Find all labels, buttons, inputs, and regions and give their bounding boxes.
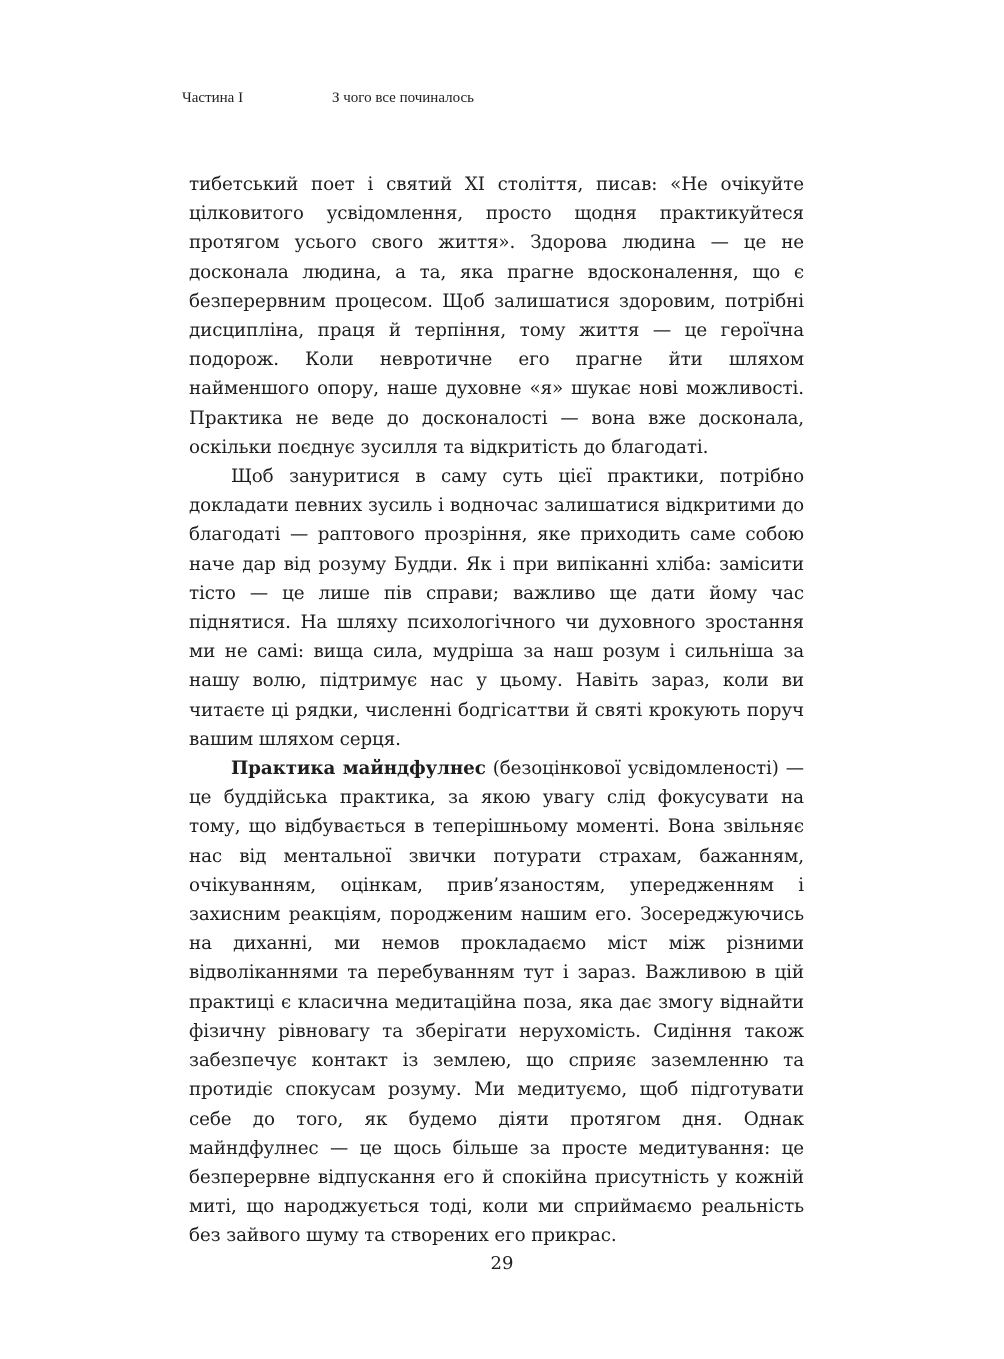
paragraph-2: Щоб зануритися в саму суть цієї практики, потрібно докладати певних зусиль і водночас залишатися відкритими до благодаті — раптового прозріння, яке приходить саме собою наче дар від розуму Будди. Як і при випіканні хліба: замісити тісто — це лише пів справи; важливо ще дати йому час піднятися. На шляху психологічного чи духовного зростання ми не самі: вища сила, мудріша за наш розум і сильніша за нашу волю, підтримує нас у цьому. Навіть зараз, коли ви читаєте ці рядки, численні бодгісаттви й святі крокують поруч вашим шляхом серця. xyxy=(189,466,804,750)
paragraph-3 xyxy=(189,754,804,1250)
paragraph-3-text: (безоцінкової усвідомленості) — це буддійська практика, за якою увагу слід фокусувати на тому, що відбувається в теперішньому моменті. Вона звільняє нас від ментальної звички потурати страхам, бажанням, очікуванням, оцінкам, прив’язаностям, упередженням і захисним реакціям, породженим нашим его. Зосереджуючись на диханні, ми немов прокладаємо міст між різними відволіканнями та перебуванням тут і зараз. Важливою в цій практиці є класична медитаційна поза, яка дає змогу віднайти фізичну рівновагу та зберігати нерухомість. Сидіння також забезпечує контакт із землею, що сприяє заземленню та протидіє спокусам розуму. Ми медитуємо, щоб підготувати себе до того, як будемо діяти протягом дня. Однак майндфулнес — це щось більше за просте медитування: це безперервне відпускання его й спокійна присутність у кожній миті, що народжується тоді, коли ми сприймаємо реальність без зайвого шуму та створених его прикрас. xyxy=(189,758,804,1247)
body-text xyxy=(189,170,804,1251)
page-number: 29 xyxy=(490,1253,514,1274)
running-head xyxy=(182,90,474,107)
running-head-part: Частина I xyxy=(182,90,244,106)
running-head-chapter: З чого все починалось xyxy=(332,90,474,106)
paragraph-3-term: Практика майндфулнес xyxy=(231,758,486,780)
paragraph-1: тибетський поет і святий XI століття, писав: «Не очікуйте цілковитого усвідомлення, просто щодня практикуйтеся протягом усього свого життя». Здорова людина — це не досконала людина, а та, яка прагне вдосконалення, що є безперервним процесом. Щоб залишатися здоровим, потрібні дисципліна, праця й терпіння, тому життя — це героїчна подорож. Коли невротичне его прагне йти шляхом найменшого опору, наше духовне «я» шукає нові можливості. Практика не веде до досконалості — вона вже досконала, оскільки поєднує зусилля та відкритість до благодаті. xyxy=(189,174,804,458)
